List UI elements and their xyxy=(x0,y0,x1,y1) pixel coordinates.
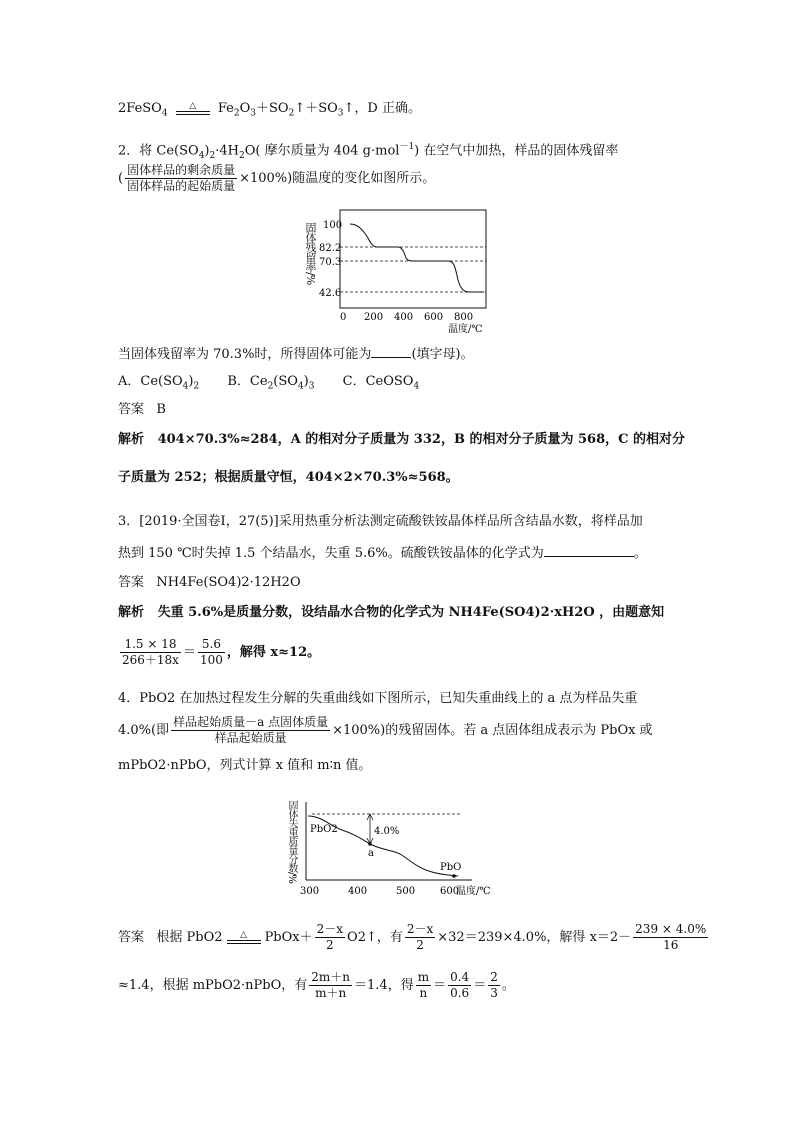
text: 根据 PbO2 xyxy=(156,930,223,945)
text: 当固体残留率为 70.3%时，所得固体可能为 xyxy=(118,347,372,362)
text: 4 xyxy=(161,108,168,119)
analysis-label: 解析 xyxy=(118,605,145,620)
fraction-o2 xyxy=(315,922,345,953)
xtick-600: 600 xyxy=(424,312,444,323)
text: 4 xyxy=(297,381,304,392)
fraction-water xyxy=(120,637,181,668)
option-a[interactable] xyxy=(118,374,200,392)
q3-analysis xyxy=(118,604,664,622)
heating-arrow xyxy=(227,931,261,944)
text: 3 xyxy=(308,381,315,392)
xtick-600: 600 xyxy=(440,886,460,897)
text: ↑＋SO xyxy=(294,101,338,116)
fraction-numerator: m xyxy=(417,970,430,984)
xtick-500: 500 xyxy=(396,886,416,897)
q2-analysis-2 xyxy=(118,469,459,487)
text: Fe xyxy=(217,101,234,116)
text: ) xyxy=(204,143,210,159)
xtick-300: 300 xyxy=(300,886,320,897)
q2-options xyxy=(118,373,419,396)
fraction-denominator: 3 xyxy=(490,986,498,1000)
label-pbo2: PbO2 xyxy=(310,824,338,835)
q3-stem-2 xyxy=(118,545,647,563)
fraction-04-06 xyxy=(448,970,471,1001)
label-pbo: PbO xyxy=(440,862,462,873)
fraction-denominator: 0.6 xyxy=(450,986,470,1000)
fraction-numerator: 样品起始质量－a 点固体质量 xyxy=(173,715,329,729)
fraction-denominator: 16 xyxy=(663,938,679,952)
ytick-100: 100 xyxy=(323,220,343,231)
text: 失重 5.6%是质量分数，设结晶水合物的化学式为 NH4Fe(SO4)2·xH2O ，由题意知 xyxy=(157,605,665,620)
text: －1 xyxy=(399,142,415,152)
fraction-2-3 xyxy=(488,970,500,1001)
text: ( xyxy=(118,171,124,186)
fraction-denominator: 100 xyxy=(199,653,223,667)
answer-label: 答案 xyxy=(118,402,145,417)
text: ≈1.4，根据 mPbO2·nPbO，有 xyxy=(118,978,308,993)
residue-curve xyxy=(350,224,484,292)
text: ×100%)随温度的变化如图所示。 xyxy=(239,171,436,186)
chart-residue-rate xyxy=(298,208,498,338)
heating-arrow xyxy=(176,102,210,115)
chart1-frame xyxy=(340,210,486,308)
answer-value: B xyxy=(156,402,166,417)
answer-blank[interactable] xyxy=(544,556,634,557)
analysis-label: 解析 xyxy=(118,432,145,447)
text: ＋SO xyxy=(256,101,289,116)
fraction-denominator: 样品起始质量 xyxy=(214,731,287,745)
heat-symbol: △ xyxy=(240,930,248,940)
text: PbOx＋ xyxy=(264,930,313,945)
text: ×32＝239×4.0%，解得 x＝2－ xyxy=(437,930,632,945)
q4-stem-2 xyxy=(118,715,653,746)
fraction-numerator: 2m＋n xyxy=(311,970,351,984)
fraction-numerator: 2 xyxy=(490,970,498,984)
text: (填字母)。 xyxy=(411,347,474,362)
fraction-numerator: 固体样品的剩余质量 xyxy=(127,163,236,177)
fraction-numerator: 2－x xyxy=(316,922,344,936)
xtick-400: 400 xyxy=(348,886,368,897)
text: ＝ xyxy=(433,978,447,993)
text: 。 xyxy=(501,978,515,993)
text: 2 xyxy=(267,381,274,392)
fraction-numerator: 239 × 4.0% xyxy=(635,922,707,936)
fraction-x xyxy=(633,922,708,953)
fraction-numerator: 0.4 xyxy=(450,970,470,984)
option-b[interactable] xyxy=(227,374,315,392)
text: (SO xyxy=(273,374,298,389)
text: 2 xyxy=(233,108,240,119)
xtick-200: 200 xyxy=(364,312,384,323)
chart1-xlabel: 温度/℃ xyxy=(448,324,483,335)
fraction-numerator: 1.5 × 18 xyxy=(120,637,181,653)
text: O2↑，有 xyxy=(347,930,403,945)
text: 2 xyxy=(209,150,216,161)
fraction-denominator: 固体样品的起始质量 xyxy=(127,179,236,193)
text: 2FeSO xyxy=(118,101,162,116)
fraction-m-over-n xyxy=(416,970,431,1001)
option-c[interactable] xyxy=(342,374,420,392)
equation-line-feso4 xyxy=(118,100,421,123)
xtick-400: 400 xyxy=(394,312,414,323)
q3-answer xyxy=(118,574,301,592)
q4-stem-1 xyxy=(118,690,637,708)
q2-question xyxy=(118,346,474,364)
text: 2 xyxy=(238,150,245,161)
text: ) xyxy=(303,374,309,389)
fraction-denominator: 2 xyxy=(326,938,334,952)
text: ·4H xyxy=(215,143,239,159)
text: 2 xyxy=(193,381,200,392)
text: 4．PbO2 在加热过程发生分解的失重曲线如下图所示，已知失重曲线上的 a 点为样品失重 xyxy=(118,691,638,706)
chart2-xlabel: 温度/℃ xyxy=(456,886,491,897)
point-pbo xyxy=(452,874,456,878)
label-4pct: 4.0% xyxy=(374,826,400,837)
text: 2 xyxy=(288,108,295,119)
q2-answer xyxy=(118,401,166,419)
text: 4 xyxy=(198,150,205,161)
point-a xyxy=(368,842,372,846)
chart1-svg xyxy=(298,208,498,338)
q4-stem-3 xyxy=(118,757,372,775)
answer-blank[interactable] xyxy=(371,357,411,358)
text: ＝ xyxy=(182,645,196,660)
chart-mass-loss xyxy=(282,800,491,900)
text: 。 xyxy=(633,546,647,561)
fraction-percent xyxy=(198,637,225,668)
q4-answer-2 xyxy=(118,970,515,1001)
text: 3 xyxy=(250,108,257,119)
text: 4.0%(即 xyxy=(118,723,170,738)
text: A．Ce(SO xyxy=(118,374,183,389)
text: O xyxy=(239,101,251,116)
q2-formula-line xyxy=(118,163,435,194)
fraction-denominator: m＋n xyxy=(315,986,347,1000)
fraction-denominator: n xyxy=(419,986,428,1000)
text: ×100%)的残留固体。若 a 点固体组成表示为 PbOx 或 xyxy=(332,723,653,738)
text: 2．将 Ce(SO xyxy=(118,143,199,159)
chart2-svg xyxy=(282,800,491,900)
ytick-70: 70.3 xyxy=(319,257,342,268)
text: 子质量为 252；根据质量守恒，404×2×70.3%≈568。 xyxy=(118,470,459,485)
fraction-denominator: 2 xyxy=(416,938,424,952)
text: ) 在空气中加热，样品的固体残留率 xyxy=(414,143,619,159)
ytick-82: 82.2 xyxy=(319,243,342,254)
answer-label: 答案 xyxy=(118,930,145,945)
text: ＝1.4，得 xyxy=(354,978,414,993)
text: ＝ xyxy=(473,978,487,993)
text: 3．[2019·全国卷Ⅰ，27(5)]采用热重分析法测定硫酸铁铵晶体样品所含结晶水数，将样品加 xyxy=(118,514,643,529)
q2-analysis-1 xyxy=(118,431,685,449)
text: mPbO2·nPbO，列式计算 x 值和 m∶n 值。 xyxy=(118,758,372,773)
text: ) xyxy=(188,374,194,389)
fraction-mn xyxy=(309,970,352,1001)
ytick-42: 42.6 xyxy=(319,288,342,299)
q3-equation xyxy=(118,637,320,668)
xtick-800: 800 xyxy=(454,312,474,323)
fraction-numerator: 2－x xyxy=(406,922,434,936)
fraction-ratio xyxy=(405,922,435,953)
text: O( 摩尔质量为 404 g·mol xyxy=(244,143,400,159)
text: B．Ce xyxy=(227,374,268,389)
q2-stem xyxy=(118,138,618,165)
q3-stem-1 xyxy=(118,513,643,531)
text: C．CeOSO xyxy=(342,374,414,389)
answer-label: 答案 xyxy=(118,575,145,590)
text: ，解得 x≈12。 xyxy=(226,645,321,660)
xtick-0: 0 xyxy=(340,312,347,323)
fraction-numerator: 5.6 xyxy=(198,637,225,653)
text: 3 xyxy=(337,108,344,119)
label-a: a xyxy=(368,848,374,859)
chart1-ylabel: 固体残留率/% xyxy=(304,222,317,285)
heat-symbol: △ xyxy=(189,101,197,111)
text: 4 xyxy=(182,381,189,392)
mass-loss-fraction xyxy=(171,715,330,746)
text: ↑，D 正确。 xyxy=(343,101,421,116)
text: 热到 150 ℃时失掉 1.5 个结晶水，失重 5.6%。硫酸铁铵晶体的化学式为 xyxy=(118,546,544,561)
chart2-ylabel: 固体失重质量分数/% xyxy=(286,800,297,883)
answer-value: NH4Fe(SO4)2·12H2O xyxy=(156,575,301,590)
residue-rate-fraction xyxy=(125,163,237,194)
fraction-denominator: 266＋18x xyxy=(122,653,179,667)
q4-answer-1 xyxy=(118,922,710,953)
text: 4 xyxy=(413,381,420,392)
text: 404×70.3%≈284，A 的相对分子质量为 332，B 的相对分子质量为 568，C 的相对分 xyxy=(157,432,685,447)
